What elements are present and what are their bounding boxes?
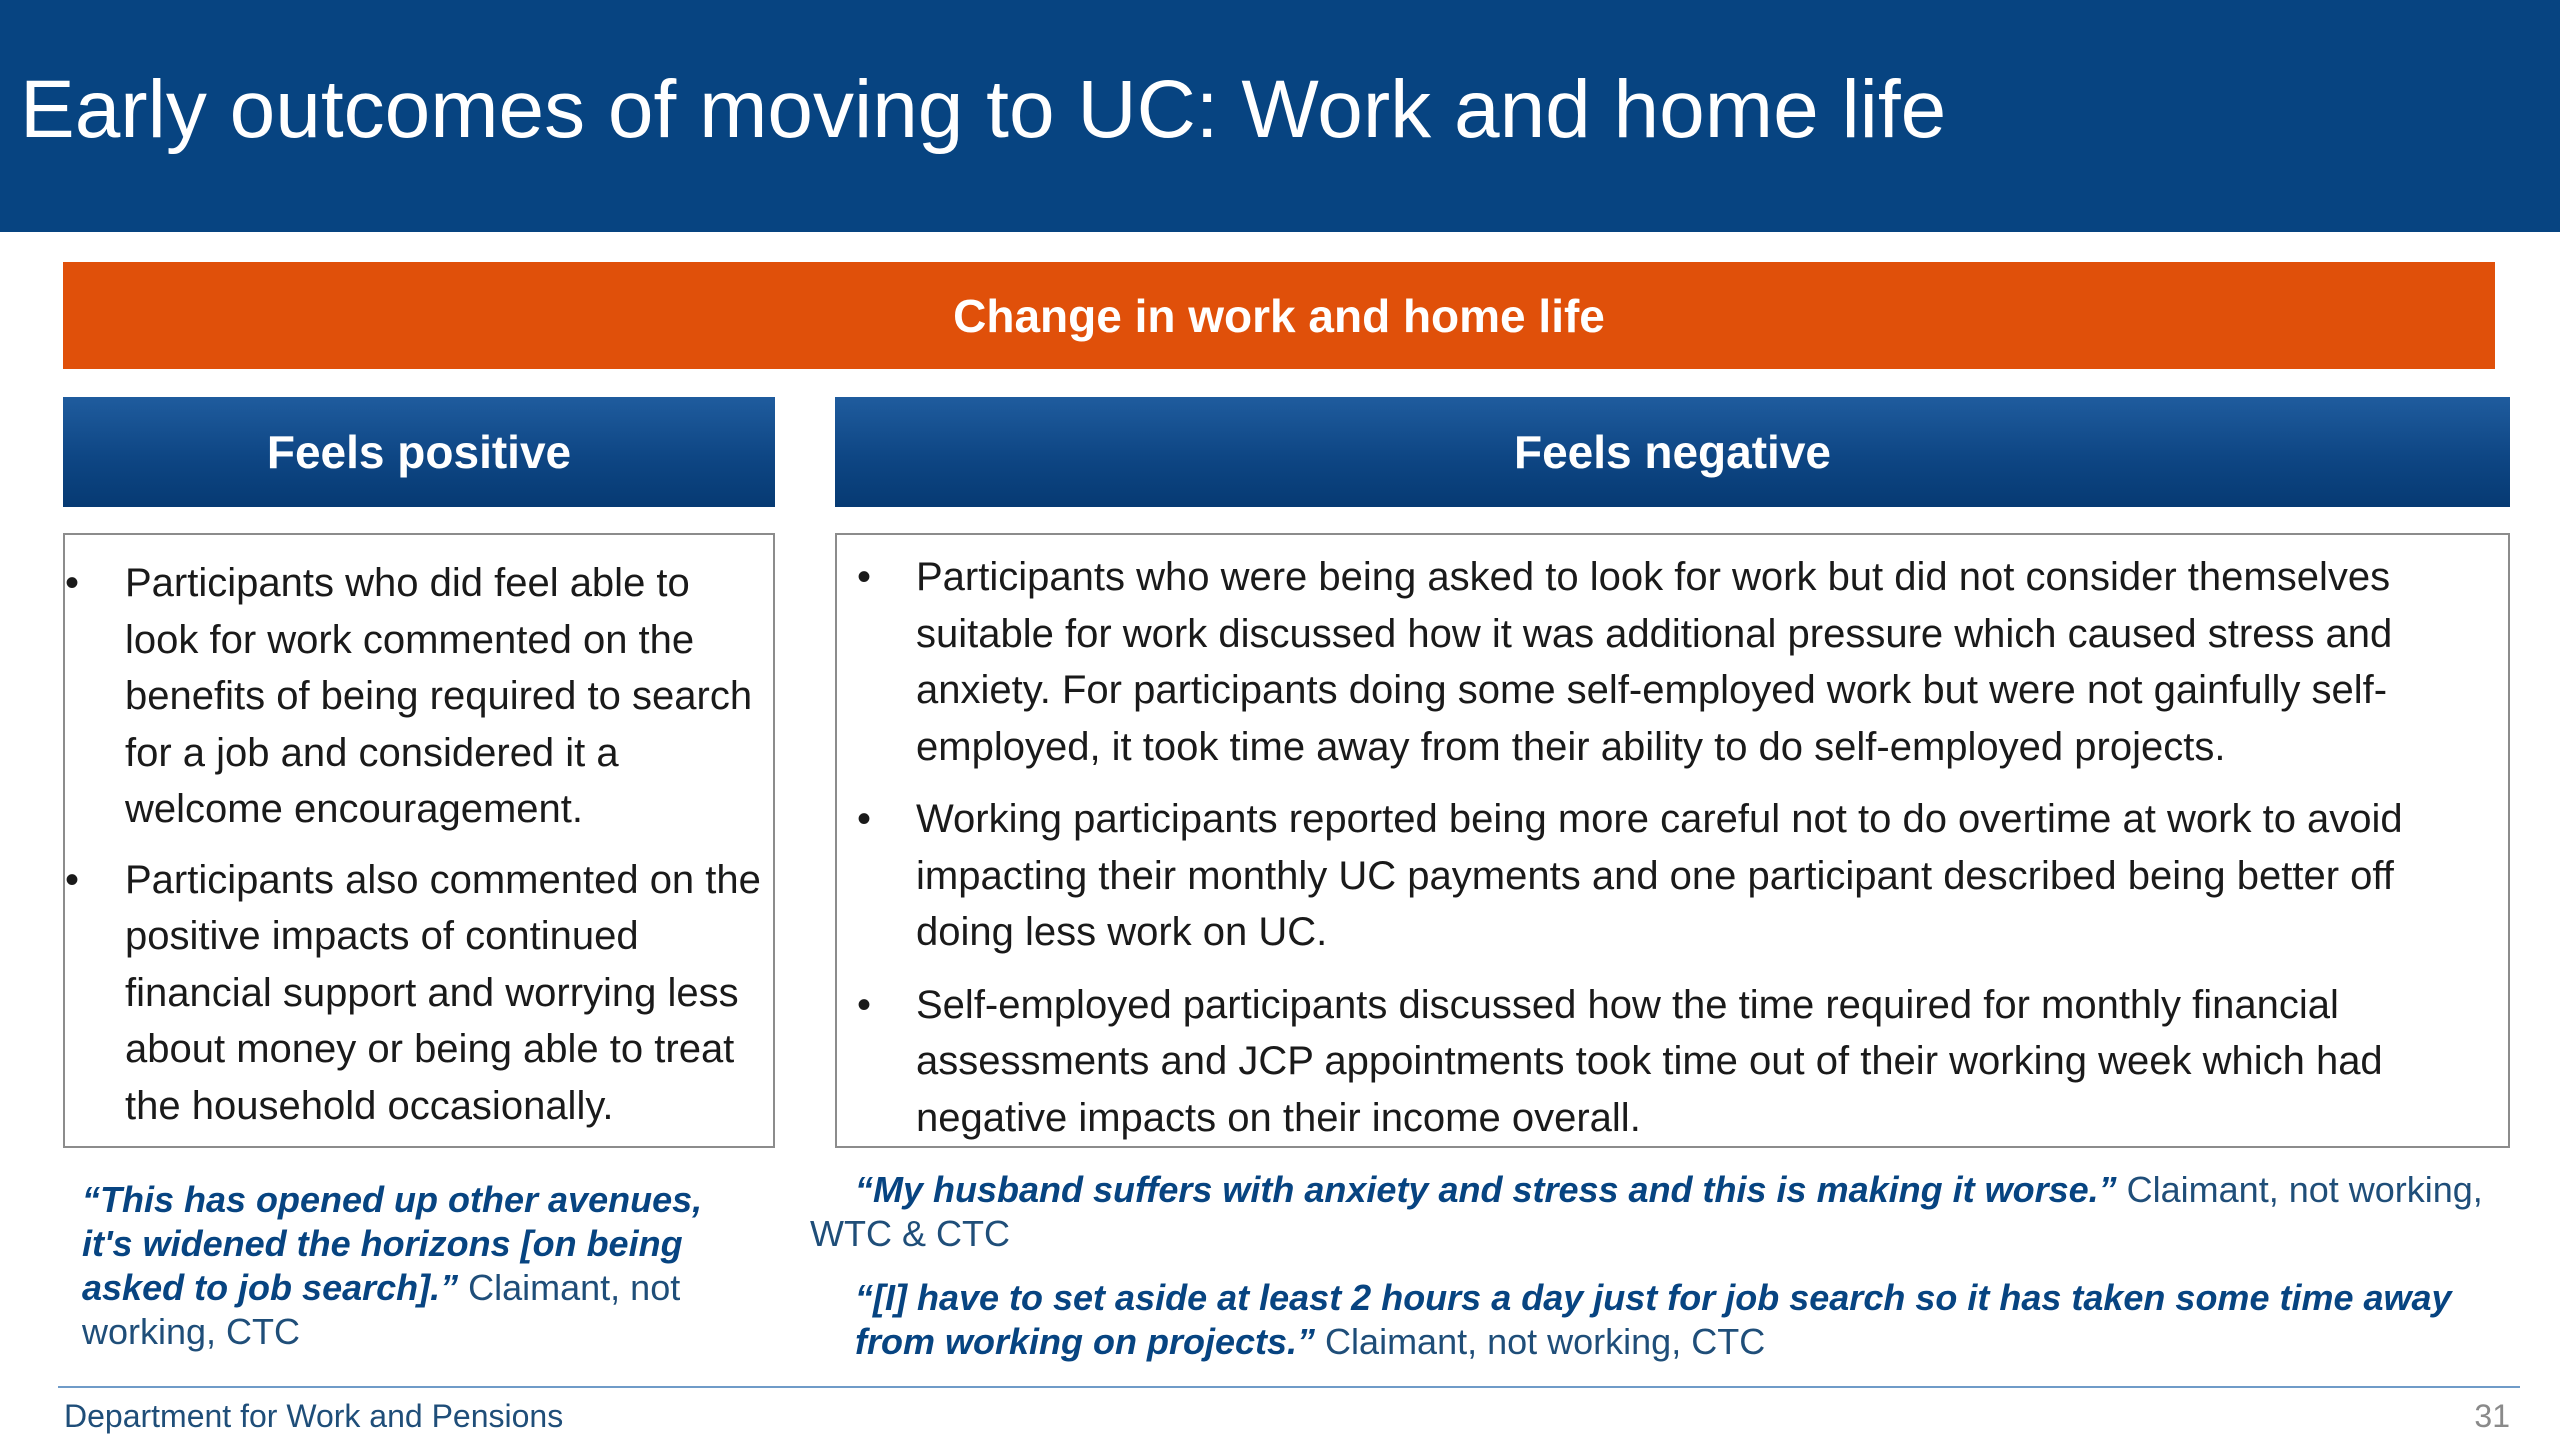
- negative-quote-block: [810, 1168, 2510, 1364]
- bullet-icon: •: [857, 555, 872, 599]
- quote: [82, 1178, 762, 1354]
- positive-points-box: [63, 533, 775, 1148]
- positive-quote-block: [82, 1178, 762, 1354]
- negative-points-list: [837, 535, 2508, 1146]
- quote-attribution: Claimant, not working, CTC: [82, 1267, 681, 1352]
- quote-text: “My husband suffers with anxiety and stress and this is making it worse.”: [855, 1169, 2117, 1210]
- list-item: [837, 791, 2498, 961]
- page-number: 31: [2474, 1398, 2510, 1434]
- quote-text: “[I] have to set aside at least 2 hours a day just for job search so it has taken some time away from working on projects.”: [855, 1277, 2452, 1362]
- footer-divider: [58, 1386, 2520, 1388]
- quote-attribution: Claimant, not working, WTC & CTC: [810, 1169, 2483, 1254]
- positive-column-heading: Feels positive: [63, 397, 775, 507]
- bullet-icon: •: [65, 857, 80, 902]
- title-bar: [0, 0, 2560, 232]
- quote: [810, 1168, 2510, 1256]
- point-text: Self-employed participants discussed how the time required for monthly financial assessments and JCP appointments took time out of their working week which had negative impacts on their income overall.: [916, 982, 2383, 1140]
- point-text: Participants who did feel able to look for work commented on the benefits of being required to search for a job and considered it a welcome encouragement.: [125, 561, 753, 831]
- positive-points-list: [65, 535, 773, 1134]
- list-item: [837, 549, 2498, 775]
- quote-text: “This has opened up other avenues, it's widened the horizons [on being asked to job search].”: [82, 1179, 703, 1308]
- negative-points-box: [835, 533, 2510, 1148]
- quote: [810, 1276, 2510, 1364]
- quote-attribution: Claimant, not working, CTC: [1315, 1321, 1766, 1362]
- bullet-icon: •: [65, 561, 80, 605]
- list-item: [65, 555, 773, 838]
- point-text: Participants who were being asked to look for work but did not consider themselves suitable for work discussed how it was additional pressure which caused stress and anxiety. For participants doing some self-employed work but were not gainfully self-employed, it took time away from their ability to do self-employed projects.: [916, 555, 2393, 769]
- bullet-icon: •: [857, 982, 872, 1027]
- list-item: [65, 852, 773, 1135]
- point-text: Participants also commented on the positive impacts of continued financial support and worrying less about money or being able to treat the household occasionally.: [125, 857, 761, 1128]
- bullet-icon: •: [857, 797, 872, 841]
- point-text: Working participants reported being more careful not to do overtime at work to avoid impacting their monthly UC payments and one participant described being better off doing less work on UC.: [916, 797, 2403, 954]
- footer-organisation: Department for Work and Pensions: [64, 1398, 564, 1434]
- negative-column-heading: Feels negative: [835, 397, 2510, 507]
- slide-title: Early outcomes of moving to UC: Work and home life: [20, 64, 1947, 155]
- list-item: [837, 977, 2498, 1147]
- section-banner: Change in work and home life: [63, 262, 2495, 369]
